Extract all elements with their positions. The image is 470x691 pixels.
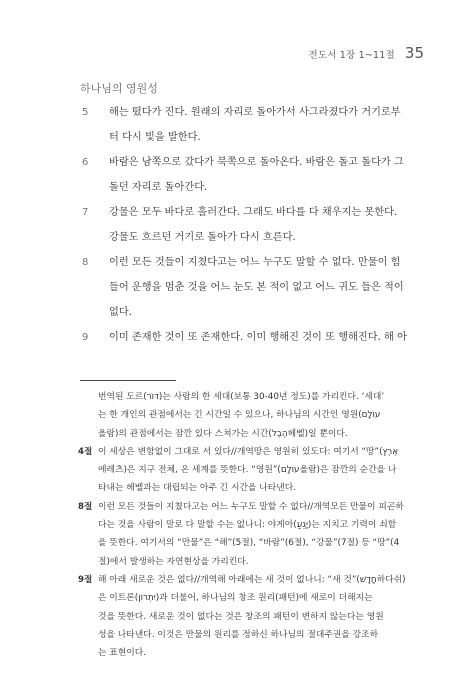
verse-text [109, 100, 420, 150]
verse-line: 돌던 자리로 돌아간다. [109, 182, 208, 193]
footnote-line: 는 표현이다. [98, 648, 147, 659]
footnote-line: 번역된 도르(דּוֹר)는 사람의 한 세대(보통 30-40년 정도)를 가리킨다. ‘세대’ [98, 392, 385, 402]
footnote-line: 이런 모든 것들이 지쳤다고는 어느 누구도 말할 수 없다//개역모든 만물이 피곤하 [98, 501, 404, 512]
footnote-divider [80, 380, 176, 381]
verse-line: 터 다시 빛을 발한다. [109, 132, 201, 143]
footnote-verse-8 [78, 498, 420, 571]
footnote-label: 8절 [78, 501, 93, 512]
running-header [308, 44, 424, 62]
verse-text [109, 150, 420, 200]
footnote-line: 타내는 헤벨과는 대립되는 아주 긴 시간을 나타낸다. [98, 483, 297, 494]
verse-line: 강물은 모두 바다로 흘러간다. 그래도 바다를 다 채우지는 못한다. [109, 207, 398, 218]
footnote-text [98, 443, 420, 498]
verse-7 [80, 200, 420, 250]
verse-number: 6 [82, 157, 89, 168]
verse-number: 7 [82, 207, 89, 218]
footnote-label: 4절 [78, 446, 93, 457]
footnote-line: 은 이트론(יִתְרוֹן)과 더불어, 하나님의 창조 원리(패턴)에 새로이 더해지는 [98, 593, 373, 604]
footnote-text [98, 571, 420, 662]
verse-list [80, 100, 420, 350]
verse-line: 들어 운행을 멈춘 것을 어느 눈도 본 적이 없고 어느 귀도 들은 적이 [109, 282, 404, 293]
page-number: 35 [404, 44, 424, 62]
verse-text [109, 325, 420, 350]
verse-6 [80, 150, 420, 200]
footnote-line: 절)에서 발생하는 자연현상을 가리킨다. [98, 556, 249, 567]
footnote-line: 다는 것을 사람이 말로 다 말할 수는 없나니: 야게아(יָגֵעַ)는 지치고 기력이 쇠함 [98, 520, 397, 531]
verse-text [109, 250, 420, 325]
footnote-line: 을 뜻한다. 여기서의 “만물”은 “해”(5절), “바람”(6절), “강물”(7절) 등 “땅”(4 [98, 538, 400, 549]
footnote-line: 이 세상은 변함없이 그대로 서 있다//개역땅은 영원히 있도다: 여기서 “땅”(אֶרֶץ [98, 446, 399, 457]
verse-number: 5 [82, 107, 89, 118]
verse-line: 해는 떴다가 진다. 원래의 자리로 돌아가서 사그라졌다가 거기로부 [109, 107, 401, 118]
verse-text [109, 200, 420, 250]
verse-8 [80, 250, 420, 325]
verse-number: 9 [82, 332, 89, 343]
book-reference: 전도서 1장 1~11절 [308, 50, 395, 61]
verse-number: 8 [82, 257, 89, 268]
footnote-line: 것을 뜻한다. 새로운 것이 없다는 것은 창조의 패턴이 변하지 않는다는 영원 [98, 611, 384, 622]
footnote-line: 올람)의 관점에서는 잠깐 있다 스쳐가는 시간(הֶבֶל헤벨)일 뿐이다. [98, 428, 348, 439]
verse-5 [80, 100, 420, 150]
footnote-label: 9절 [78, 574, 93, 585]
footnote-text [98, 388, 420, 443]
footnote-line: 성을 나타낸다. 이것은 만물의 원리를 정하신 하나님의 절대주권을 강조하 [98, 629, 379, 640]
footnote-line: 에레츠)은 지구 전체, 온 세계를 뜻한다. “영원”(עוֹלָם올람)은 잠깐의 순간을 나 [98, 465, 397, 476]
verse-9 [80, 325, 420, 350]
verse-line: 이미 존재한 것이 또 존재한다. 이미 행해진 것이 또 행해진다. 해 아 [109, 332, 407, 343]
footnote-line: 해 아래 새로운 것은 없다//개역해 아래에는 새 것이 없나니: “새 것”(חָדָשׁ하다쉬) [98, 574, 406, 585]
verse-line: 이런 모든 것들이 지쳤다고는 어느 누구도 말할 수 없다. 만물이 힘 [109, 257, 401, 268]
verse-line: 강물도 흐르던 거기로 돌아가 다시 흐른다. [109, 232, 296, 243]
verse-line: 없다. [109, 307, 132, 318]
section-title: 하나님의 영원성 [80, 82, 158, 95]
verse-line: 바람은 남쪽으로 갔다가 북쪽으로 돌아온다. 바람은 돌고 돌다가 그 [109, 157, 404, 168]
footnote-verse-4 [78, 443, 420, 498]
footnote-text [98, 498, 420, 571]
footnote-line: 는 한 개인의 관점에서는 긴 시간일 수 있으나, 하나님의 시간인 영원(עוֹלָם [98, 410, 381, 421]
footnotes [78, 388, 420, 662]
footnote-verse-9 [78, 571, 420, 662]
footnote-continued [98, 388, 420, 443]
